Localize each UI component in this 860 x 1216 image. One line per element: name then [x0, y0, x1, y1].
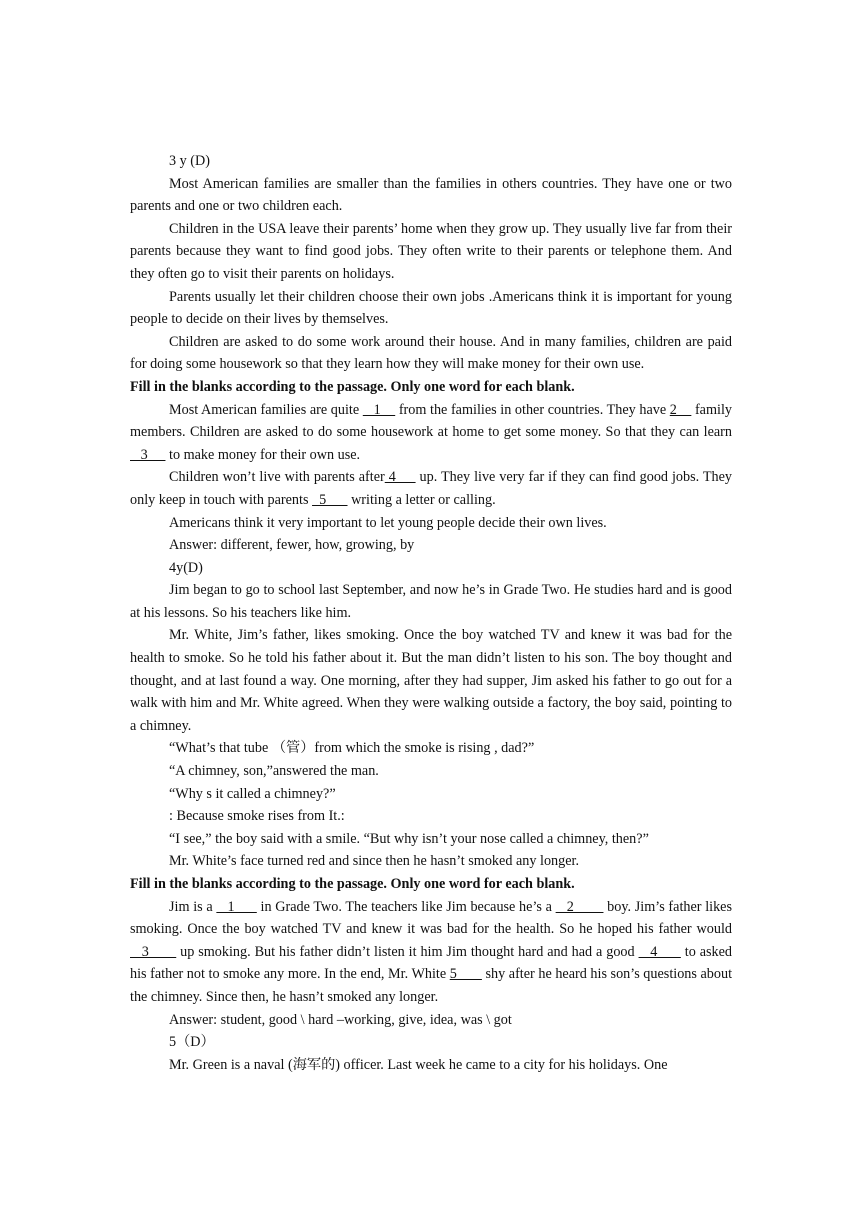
- section-3-heading: 3 y (D): [169, 153, 210, 169]
- blank-4: 4: [638, 943, 681, 960]
- section-4-answer: Answer: student, good \ hard –working, give, idea, was \ got: [169, 1011, 512, 1028]
- section-4-paragraph-1: Jim began to go to school last September, and now he’s in Grade Two. He studies hard and is good at his lessons. So his teachers like him.: [130, 582, 732, 621]
- dialogue-line-1: “What’s that tube （管）from which the smoke is rising , dad?”: [169, 740, 535, 757]
- section-4-exercise: Jim is a 1 in Grade Two. The teachers like Jim because he’s a 2 boy. Jim’s father likes smoking. Once the boy watched TV and knew it was bad for the health. So he hoped his father would 3 up smoking. But his father didn’t listen it him Jim thought hard and had a good 4 to asked his father not to smoke any more. In the end, Mr. White 5 shy after he heard his son’s questions about the chimney. Since then, he hasn’t smoked any longer.: [130, 898, 733, 1005]
- dialogue-line-2: “A chimney, son,”answered the man.: [169, 763, 379, 780]
- dialogue-line-5: “I see,” the boy said with a smile. “But why isn’t your nose called a chimney, then?”: [169, 830, 649, 847]
- section-3-instruction: Fill in the blanks according to the passage. Only one word for each blank.: [130, 378, 575, 395]
- dialogue-line-3: “Why s it called a chimney?”: [169, 785, 336, 802]
- document-page: [130, 150, 732, 1076]
- section-3-answer: Answer: different, fewer, how, growing, by: [169, 537, 415, 554]
- blank-3: 3: [130, 446, 166, 463]
- section-3-paragraph-4: Children are asked to do some work around their house. And in many families, children are paid for doing some housework so that they learn how they will make money for their own use.: [130, 333, 732, 373]
- section-4-heading: 4y(D): [169, 559, 203, 576]
- blank-5: 5: [312, 491, 348, 508]
- section-3-exercise-2: Children won’t live with parents after 4 up. They live very far if they can find good jobs. They only keep in touch with parents 5 writing a letter or calling.: [130, 469, 733, 508]
- section-3-exercise-3: Americans think it very important to let young people decide their own lives.: [169, 514, 607, 531]
- blank-1: 1: [362, 401, 396, 418]
- blank-2: 2: [555, 898, 604, 915]
- section-3-paragraph-2: Children in the USA leave their parents’ home when they grow up. They usually live far from their parents because they want to find good jobs. They often write to their parents or telephone them. And they often go to visit their parents on holidays.: [130, 220, 732, 282]
- dialogue-line-4: : Because smoke rises from It.:: [169, 808, 345, 825]
- blank-4: 4: [384, 469, 416, 486]
- blank-5: 5: [449, 966, 482, 983]
- blank-2: 2: [669, 401, 692, 418]
- section-4-paragraph-2: Mr. White, Jim’s father, likes smoking. Once the boy watched TV and knew it was bad for the health to smoke. So he told his father about it. But the man didn’t listen to his son. The boy thought and thought, and at last found a way. One morning, after they had supper, Jim asked his father to go out for a walk with him and Mr. White agreed. When they were walking outside a factory, the boy said, pointing to a chimney.: [130, 627, 732, 734]
- section-3-exercise-1: Most American families are quite 1 from the families in other countries. They have 2 family members. Children are asked to do some housework at home to get some money. So that they can learn 3 to make money for their own use.: [130, 401, 732, 463]
- section-3-paragraph-3: Parents usually let their children choose their own jobs .Americans think it is important for young people to decide on their lives by themselves.: [130, 288, 732, 328]
- section-5-paragraph-1: Mr. Green is a naval (海军的) officer. Last week he came to a city for his holidays. One: [169, 1056, 668, 1073]
- blank-3: 3: [130, 943, 177, 960]
- blank-1: 1: [216, 898, 257, 915]
- section-3-paragraph-1: Most American families are smaller than the families in others countries. They have one or two parents and one or two children each.: [130, 175, 732, 215]
- section-4-instruction: Fill in the blanks according to the passage. Only one word for each blank.: [130, 876, 575, 892]
- dialogue-line-6: Mr. White’s face turned red and since then he hasn’t smoked any longer.: [169, 853, 580, 870]
- section-5-heading: 5（D）: [169, 1034, 215, 1051]
